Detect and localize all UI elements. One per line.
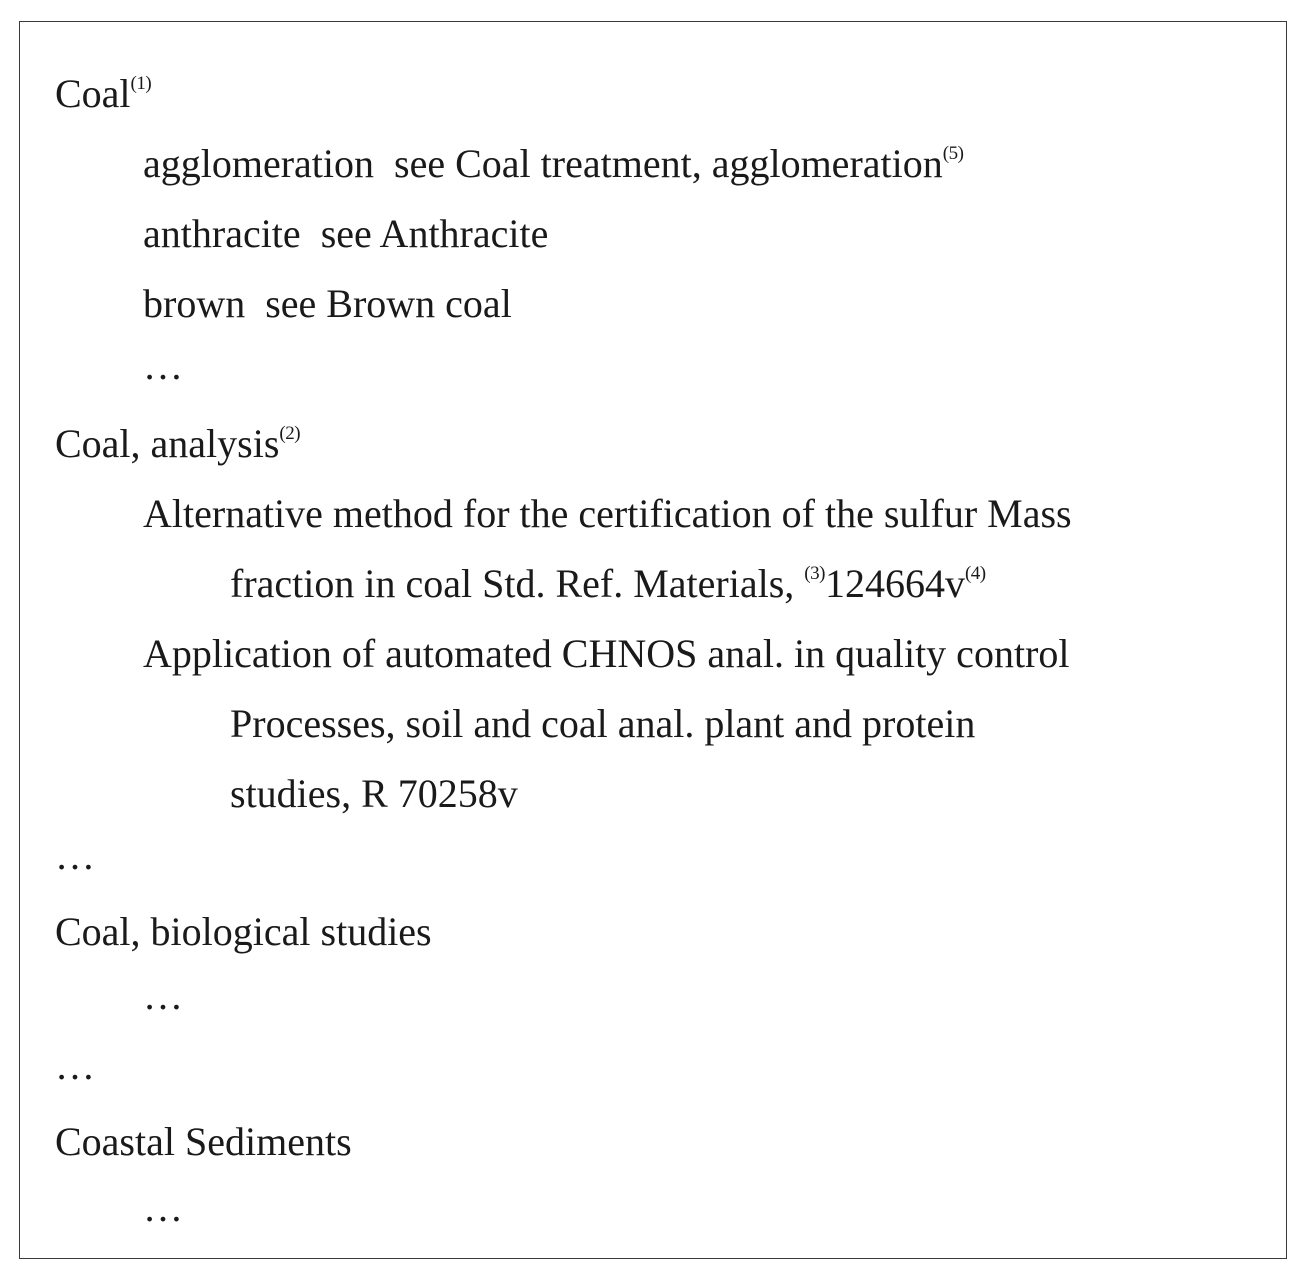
heading-text: Coal, analysis [55, 421, 280, 466]
citation-line [230, 560, 986, 616]
subentry-term: anthracite [143, 211, 301, 256]
see-reference: see Anthracite [320, 211, 549, 256]
ellipsis: … [143, 1185, 183, 1230]
ellipsis: … [55, 1043, 95, 1088]
citation-line: studies, R 70258v [230, 771, 518, 816]
note-marker: (2) [279, 423, 301, 444]
coal-biological-heading: Coal, biological studies [55, 909, 432, 954]
heading-text: Coal [55, 71, 131, 116]
citation-text: fraction in coal Std. Ref. Materials, [230, 561, 795, 606]
note-marker: (5) [942, 143, 964, 164]
see-reference: see Coal treatment, agglomeration [394, 141, 943, 186]
ellipsis: … [143, 973, 183, 1018]
note-marker: (4) [964, 563, 986, 584]
citation-line: Alternative method for the certification of the sulfur Mass [143, 491, 1072, 536]
citation-line: Application of automated CHNOS anal. in quality control [143, 631, 1070, 676]
abstract-number: 124664v [824, 561, 965, 606]
see-reference: see Brown coal [265, 281, 512, 326]
coal-analysis-heading [55, 420, 300, 476]
ellipsis: … [55, 833, 95, 878]
coal-heading [55, 70, 151, 126]
subentry-term: agglomeration [143, 141, 375, 186]
subentry-agglomeration [143, 140, 963, 196]
subentry-brown [143, 280, 512, 328]
ellipsis: … [143, 343, 183, 388]
coastal-sediments-heading: Coastal Sediments [55, 1119, 352, 1164]
subentry-term: brown [143, 281, 246, 326]
subentry-anthracite [143, 210, 548, 258]
note-marker: (1) [130, 73, 152, 94]
note-marker: (3) [804, 563, 825, 584]
citation-line: Processes, soil and coal anal. plant and protein [230, 701, 976, 746]
